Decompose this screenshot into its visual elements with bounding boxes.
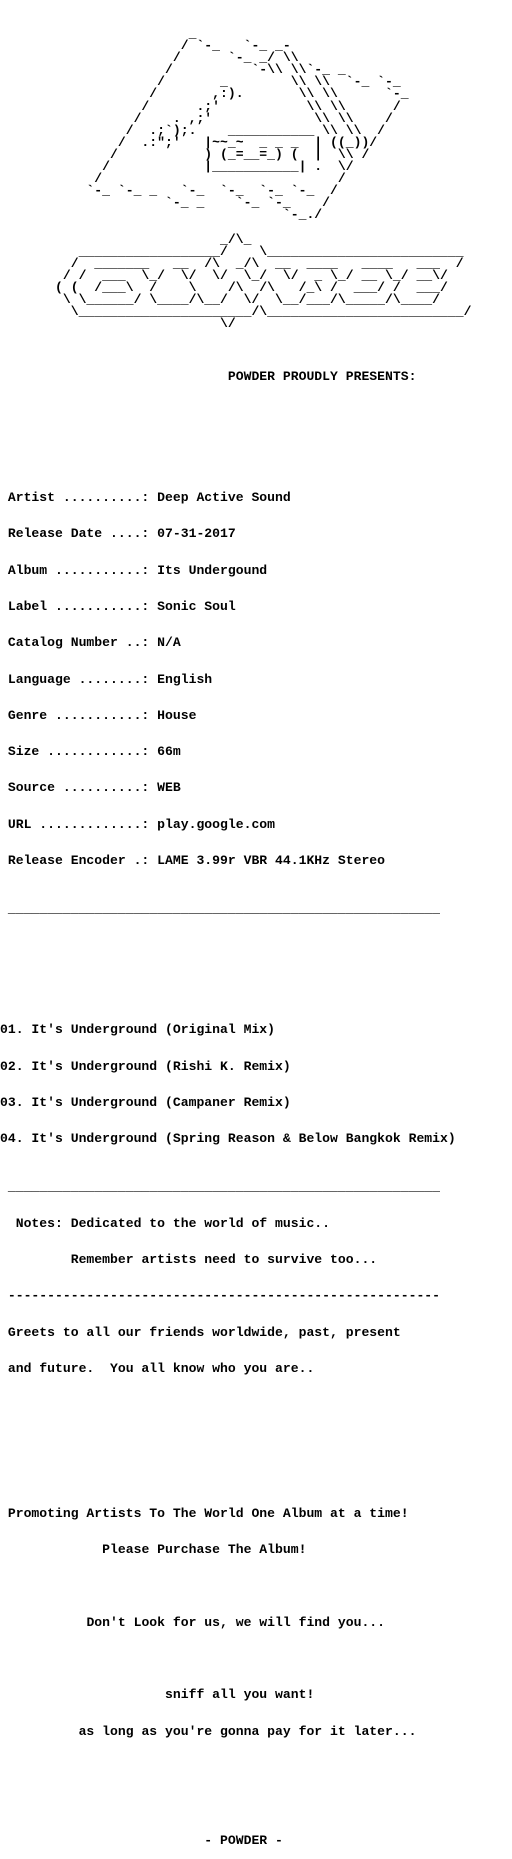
divider-underscore: _______________________________________________________ (7, 901, 441, 917)
info-row-language: Language ........: English (7, 671, 213, 687)
ascii-art-line: \ \______/ \____/\__/ \/ \__/___/\_____/\____/ (0, 292, 441, 308)
ascii-art-line: / ,:). \\ \\ `-_ (0, 86, 409, 102)
notes-line-2: Remember artists need to survive too... (15, 1252, 378, 1268)
divider-underscore: _______________________________________________________ (7, 1179, 441, 1195)
ascii-art-line: `-_ _ `-_ `-_ / (0, 195, 331, 211)
tagline: Don't Look for us, we will find you... (86, 1614, 386, 1630)
ascii-art-line: _ (0, 26, 197, 41)
nfo-body (0, 347, 456, 1859)
ascii-art-line: __________________/ \_________________________ (0, 243, 464, 259)
greets-line-1: Greets to all our friends worldwide, past, present (7, 1324, 401, 1340)
ascii-art-line: ( ( /___\ / \ /\ /\ /_\ / ___/ / ___/ (0, 279, 448, 295)
ascii-art-line: / . ,;' \\ \\ / (0, 110, 393, 126)
ascii-art-line: `-_./ (0, 207, 323, 223)
info-row-album: Album ...........: Its Undergound (7, 562, 268, 578)
info-row-catalog: Catalog Number ..: N/A (7, 635, 181, 651)
footer-signature: - POWDER - (204, 1832, 283, 1848)
ascii-art-line: \______________________/\_________________________/ (0, 304, 472, 320)
divider-dash: ------------------------------------------------------- (7, 1288, 441, 1304)
ascii-art-logo (0, 28, 471, 330)
promo-line-2: Please Purchase The Album! (102, 1542, 307, 1558)
ascii-art-line: `-_ `-_ _ `-_ `-_ `-_ `-_ / (0, 183, 338, 199)
track-item: 03. It's Underground (Campaner Remix) (0, 1094, 291, 1110)
notes-line-1: Notes: Dedicated to the world of music.. (15, 1215, 331, 1231)
ascii-art-line: / `-_ `-_ _- (0, 38, 291, 54)
track-item: 01. It's Underground (Original Mix) (0, 1022, 276, 1038)
ascii-art-line: / _______ __ /\ _/\ __ ____ ____ ___ / (0, 255, 464, 271)
promo-line-1: Promoting Artists To The World One Album at a time! (7, 1506, 409, 1521)
ascii-art-line: / .;' \\ \\ / (0, 98, 401, 114)
info-row-label: Label ...........: Sonic Soul (7, 598, 236, 614)
info-row-encoder: Release Encoder .: LAME 3.99r VBR 44.1KHz Stereo (7, 852, 386, 868)
presents-heading: POWDER PROUDLY PRESENTS: (227, 369, 417, 385)
track-item: 02. It's Underground (Rishi K. Remix) (0, 1058, 291, 1074)
track-item: 04. It's Underground (Spring Reason & Below Bangkok Remix) (0, 1131, 456, 1147)
sniff-line-2: as long as you're gonna pay for it later... (78, 1723, 417, 1739)
info-row-size: Size ............: 66m (7, 744, 181, 760)
sniff-line-1: sniff all you want! (165, 1687, 315, 1703)
info-row-genre: Genre ...........: House (7, 707, 197, 723)
ascii-art-line: / .:";' |~~_~ _ _ _ | ((_))/ (0, 134, 378, 150)
ascii-art-line: \/ (0, 316, 236, 332)
info-row-source: Source ..........: WEB (7, 780, 181, 796)
ascii-art-line: / / (0, 171, 346, 187)
info-row-url: URL .............: play.google.com (7, 816, 276, 832)
ascii-art-line: / `-_ _/ \\ (0, 50, 299, 66)
ascii-art-line: / ) (_=__=_) ( | \\ / (0, 146, 370, 162)
info-row-artist: Artist ..........: Deep Active Sound (7, 490, 291, 506)
info-row-release-date: Release Date ....: 07-31-2017 (7, 526, 236, 542)
ascii-art-line: _/\_ (0, 231, 252, 247)
ascii-art-line: / |___________| . \/ (0, 159, 354, 175)
greets-line-2: and future. You all know who you are.. (7, 1360, 315, 1376)
ascii-art-line: / / ___ \_/ \/ \/ \_/ \/ _ \_/ __ \_/ __\/ (0, 267, 448, 283)
ascii-art-line: / `-\\ \\`-_ _ (0, 62, 346, 78)
ascii-art-line: / .;`);. ___________ \\ \\ / (0, 122, 386, 138)
ascii-art-line: / _ \\ \\ `-_ `-_ (0, 74, 401, 90)
